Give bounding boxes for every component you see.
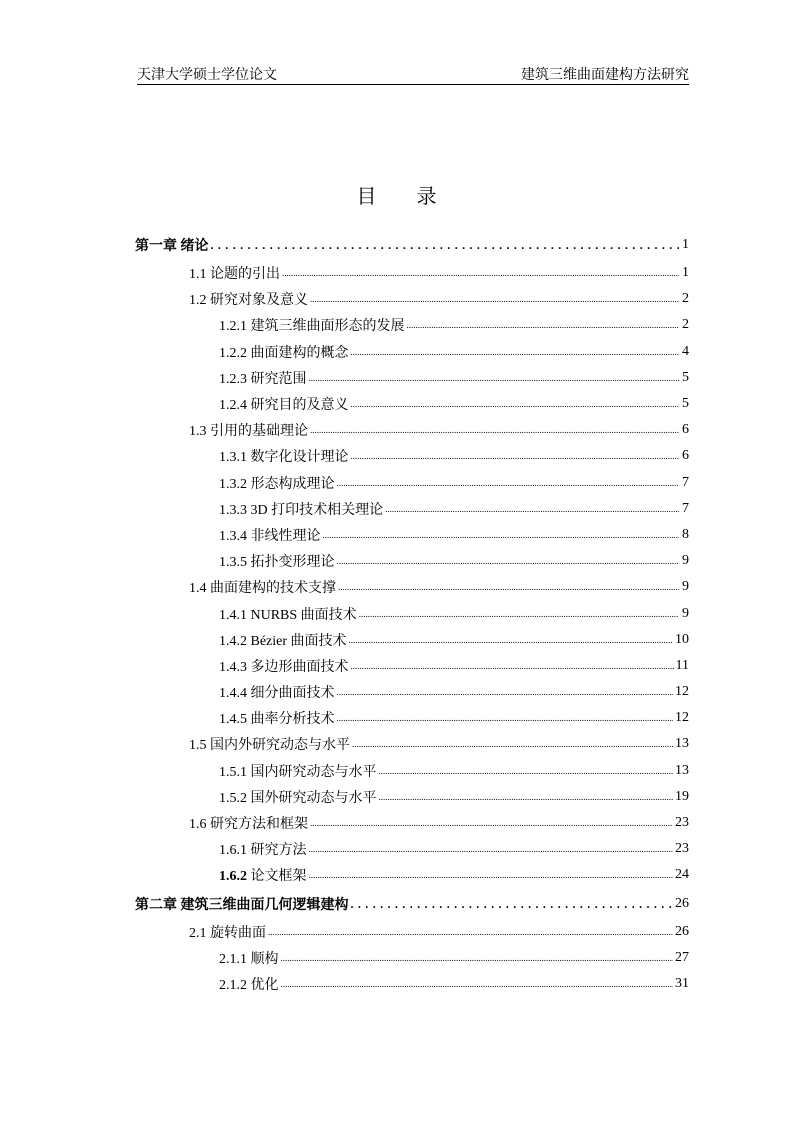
toc-entry[interactable] [135, 230, 689, 260]
toc-entry[interactable] [135, 443, 689, 469]
toc-entry-label: 1.3.1 数字化设计理论 [219, 450, 349, 466]
toc-entry[interactable] [135, 548, 689, 574]
toc-dot-leader [351, 448, 680, 464]
toc-entry[interactable] [135, 862, 689, 888]
toc-page-number: 26 [675, 895, 689, 911]
toc-entry[interactable] [135, 810, 689, 836]
toc-entry[interactable] [135, 470, 689, 496]
toc-entry[interactable] [135, 945, 689, 971]
toc-page-number: 2 [682, 317, 689, 333]
toc-entry[interactable] [135, 679, 689, 705]
toc-dot-leader [351, 658, 674, 674]
toc-entry[interactable] [135, 919, 689, 945]
toc-entry-label: 1.5.1 国内研究动态与水平 [219, 764, 377, 780]
header-thesis-type: 天津大学硕士学位论文 [137, 68, 277, 83]
toc-page-number: 6 [682, 422, 689, 438]
toc-page-number: 24 [675, 867, 689, 883]
toc-page-number: 9 [682, 605, 689, 621]
toc-dot-leader [337, 475, 680, 491]
toc-page-number: 9 [682, 553, 689, 569]
toc-page-number: 12 [675, 684, 689, 700]
toc-entry-label: 1.3 引用的基础理论 [189, 424, 308, 440]
toc-dot-leader [351, 396, 680, 412]
toc-dot-leader [379, 763, 674, 779]
toc-entry[interactable] [135, 522, 689, 548]
toc-dot-leader [359, 606, 679, 622]
toc-entry-label: 1.4.4 细分曲面技术 [219, 686, 335, 702]
toc-page-number: 19 [675, 788, 689, 804]
toc-entry-label: 1.4.5 曲率分析技术 [219, 712, 335, 728]
toc-page-number: 9 [682, 579, 689, 595]
toc-dot-leader [349, 632, 673, 648]
table-of-contents [135, 230, 689, 997]
toc-entry-label: 1.5.2 国外研究动态与水平 [219, 790, 377, 806]
toc-dot-leader [310, 422, 679, 438]
toc-entry[interactable] [135, 971, 689, 997]
toc-entry[interactable] [135, 260, 689, 286]
toc-page-number: 1 [682, 265, 689, 281]
running-header [137, 62, 689, 85]
toc-entry-label: 1.2.4 研究目的及意义 [219, 398, 349, 414]
toc-dot-leader [282, 265, 679, 281]
toc-dot-leader [385, 501, 679, 517]
toc-page-number: 27 [675, 949, 689, 965]
toc-entry-label: 2.1 旋转曲面 [189, 925, 266, 941]
toc-dot-leader [309, 841, 674, 857]
toc-dot-leader [310, 815, 673, 831]
toc-page-number: 2 [682, 291, 689, 307]
toc-entry-label: 1.4.1 NURBS 曲面技术 [219, 607, 357, 623]
toc-entry-label: 2.1.2 优化 [219, 977, 279, 993]
toc-page-number: 7 [682, 500, 689, 516]
toc-entry-label: 1.6.2 论文框架 [219, 869, 307, 885]
toc-entry[interactable] [135, 417, 689, 443]
page-title: 目录 [356, 186, 477, 208]
toc-dot-leader [281, 976, 674, 992]
toc-entry-label: 2.1.1 顺构 [219, 951, 279, 967]
toc-entry-label: 1.3.2 形态构成理论 [219, 476, 335, 492]
toc-page-number: 7 [682, 474, 689, 490]
toc-dot-leader [379, 789, 674, 805]
toc-entry-label: 1.4 曲面建构的技术支撑 [189, 581, 336, 597]
toc-page-number: 6 [682, 448, 689, 464]
toc-dot-leader [351, 344, 680, 360]
toc-entry[interactable] [135, 339, 689, 365]
toc-entry[interactable] [135, 653, 689, 679]
toc-page-number: 8 [682, 526, 689, 542]
toc-entry-label: 1.2.2 曲面建构的概念 [219, 345, 349, 361]
toc-dot-leader [407, 317, 680, 333]
toc-entry-label: 1.4.3 多边形曲面技术 [219, 659, 349, 675]
toc-entry-label: 1.5 国内外研究动态与水平 [189, 738, 350, 754]
toc-page-number: 10 [675, 631, 689, 647]
toc-dot-leader [337, 684, 674, 700]
toc-entry-label: 1.6 研究方法和框架 [189, 817, 308, 833]
toc-entry-label: 1.1 论题的引出 [189, 267, 280, 283]
toc-dot-leader [268, 924, 673, 940]
toc-page-number: 13 [675, 762, 689, 778]
toc-page-number: 1 [682, 237, 689, 252]
toc-entry[interactable] [135, 286, 689, 312]
toc-dot-leader [337, 553, 680, 569]
toc-page-number: 13 [675, 736, 689, 752]
toc-entry-label: 1.3.3 3D 打印技术相关理论 [219, 502, 384, 518]
toc-entry[interactable] [135, 312, 689, 338]
toc-entry-label: 1.3.4 非线性理论 [219, 528, 321, 544]
toc-dot-leader [281, 950, 674, 966]
toc-dot-leader [310, 291, 679, 307]
toc-dot-leader [338, 579, 679, 595]
toc-entry[interactable] [135, 836, 689, 862]
toc-page-number: 31 [675, 975, 689, 991]
toc-dot-leader [323, 527, 680, 543]
toc-page-number: 4 [682, 343, 689, 359]
toc-entry-label: 1.6.1 研究方法 [219, 843, 307, 859]
toc-entry[interactable] [135, 391, 689, 417]
toc-entry[interactable] [135, 627, 689, 653]
toc-entry[interactable] [135, 758, 689, 784]
toc-page-number: 23 [675, 841, 689, 857]
toc-dot-leader [211, 237, 680, 253]
toc-dot-leader [351, 896, 674, 912]
toc-entry[interactable] [135, 574, 689, 600]
toc-page-number: 26 [675, 923, 689, 939]
toc-page-number: 5 [682, 396, 689, 412]
toc-entry-label: 1.2.3 研究范围 [219, 371, 307, 387]
toc-dot-leader [352, 736, 673, 752]
toc-entry[interactable] [135, 600, 689, 626]
toc-entry[interactable] [135, 784, 689, 810]
toc-page-number: 5 [682, 369, 689, 385]
toc-entry[interactable] [135, 889, 689, 919]
toc-entry[interactable] [135, 705, 689, 731]
toc-entry-label: 1.4.2 Bézier 曲面技术 [219, 633, 347, 649]
toc-entry[interactable] [135, 496, 689, 522]
toc-entry-label: 第二章 建筑三维曲面几何逻辑建构 [135, 897, 349, 913]
toc-entry-label: 1.2 研究对象及意义 [189, 293, 308, 309]
toc-entry[interactable] [135, 731, 689, 757]
toc-dot-leader [309, 370, 680, 386]
toc-entry-label: 第一章 绪论 [135, 239, 209, 254]
header-thesis-title: 建筑三维曲面建构方法研究 [521, 68, 689, 83]
toc-entry-label: 1.3.5 拓扑变形理论 [219, 555, 335, 571]
toc-page-number: 12 [675, 710, 689, 726]
toc-dot-leader [337, 710, 674, 726]
toc-page-number: 23 [675, 815, 689, 831]
toc-dot-leader [309, 867, 674, 883]
toc-entry-label: 1.2.1 建筑三维曲面形态的发展 [219, 319, 405, 335]
toc-page-number: 11 [675, 657, 689, 673]
toc-entry[interactable] [135, 365, 689, 391]
